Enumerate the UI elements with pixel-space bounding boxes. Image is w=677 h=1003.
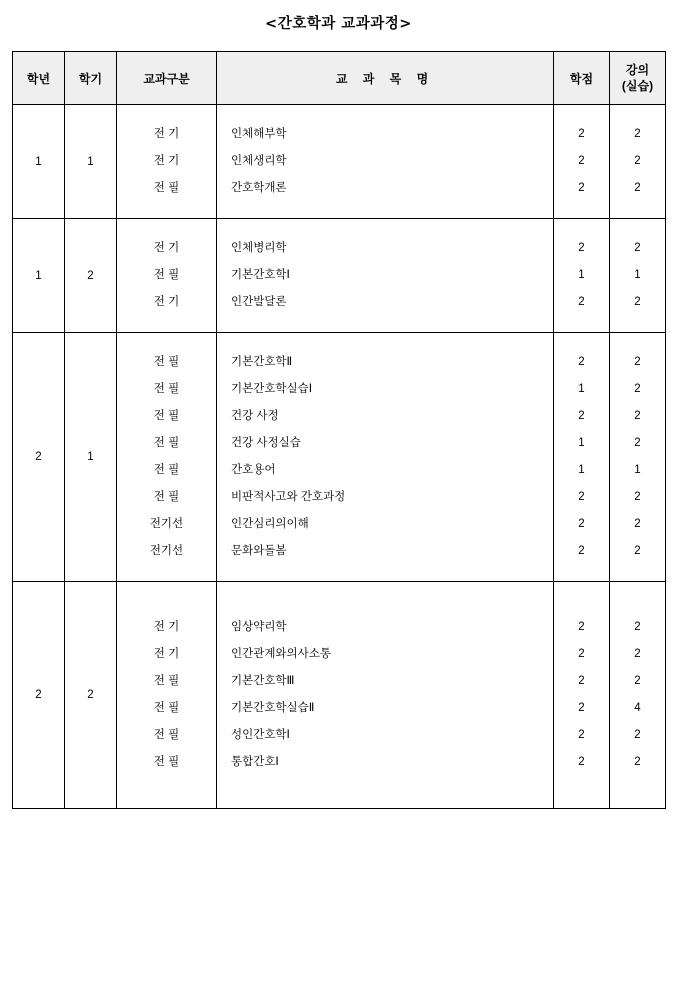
course-hours: 2 [634, 518, 641, 530]
course-category: 전기선 [149, 518, 184, 530]
course-subject: 통합간호Ⅰ [231, 756, 279, 768]
table-row [13, 582, 666, 809]
course-credit: 2 [578, 296, 585, 308]
course-subject: 간호용어 [231, 464, 276, 476]
course-category-cell [117, 582, 217, 809]
course-credit: 1 [578, 269, 585, 281]
course-subject-cell [217, 333, 554, 582]
course-hours: 2 [634, 383, 641, 395]
course-hours: 2 [634, 296, 641, 308]
course-subject: 인간관계와의사소통 [231, 648, 331, 660]
course-credit: 2 [578, 729, 585, 741]
course-hours: 2 [634, 756, 641, 768]
column-header-year: 학년 [13, 52, 65, 105]
course-credit: 2 [578, 621, 585, 633]
course-category: 전 기 [153, 128, 180, 140]
course-hours-cell [610, 105, 666, 219]
course-hours-cell [610, 582, 666, 809]
course-subject: 건강 사정실습 [231, 437, 301, 449]
table-row [13, 219, 666, 333]
cell-year: 2 [13, 582, 65, 809]
course-credit: 2 [578, 756, 585, 768]
course-hours: 4 [634, 702, 641, 714]
course-hours: 2 [634, 437, 641, 449]
course-category: 전 기 [153, 296, 180, 308]
curriculum-table [12, 51, 666, 809]
course-hours: 2 [634, 729, 641, 741]
course-subject: 간호학개론 [231, 182, 287, 194]
course-category: 전 필 [153, 729, 180, 741]
course-credit: 1 [578, 464, 585, 476]
course-category: 전 필 [153, 675, 180, 687]
table-row [13, 333, 666, 582]
course-credit: 2 [578, 356, 585, 368]
course-subject: 기본간호학Ⅲ [231, 675, 295, 687]
course-category: 전 필 [153, 182, 180, 194]
course-subject: 문화와돌봄 [231, 545, 287, 557]
course-subject-cell [217, 582, 554, 809]
course-credit: 1 [578, 437, 585, 449]
cell-term: 2 [65, 219, 117, 333]
course-hours: 2 [634, 182, 641, 194]
course-credit: 2 [578, 702, 585, 714]
course-credit: 2 [578, 155, 585, 167]
column-header-hours-line2: (실습) [621, 79, 654, 93]
cell-term: 2 [65, 582, 117, 809]
column-header-hours [610, 52, 666, 105]
course-category: 전 필 [153, 410, 180, 422]
course-credit: 2 [578, 128, 585, 140]
course-hours: 2 [634, 675, 641, 687]
document-page [0, 12, 677, 1003]
course-credit: 2 [578, 242, 585, 254]
course-subject: 기본간호학Ⅱ [231, 356, 293, 368]
course-hours: 2 [634, 155, 641, 167]
cell-year: 1 [13, 219, 65, 333]
course-hours: 2 [634, 356, 641, 368]
course-credit-cell [554, 582, 610, 809]
course-category-cell [117, 105, 217, 219]
course-hours: 2 [634, 410, 641, 422]
course-hours: 2 [634, 648, 641, 660]
course-credit: 2 [578, 182, 585, 194]
cell-year: 1 [13, 105, 65, 219]
course-subject: 기본간호학실습Ⅱ [231, 702, 315, 714]
course-category: 전 필 [153, 464, 180, 476]
table-body [13, 105, 666, 809]
table-row [13, 105, 666, 219]
course-subject: 임상약리학 [231, 621, 287, 633]
course-subject: 기본간호학Ⅰ [231, 269, 290, 281]
course-hours: 1 [634, 464, 641, 476]
course-subject-cell [217, 105, 554, 219]
course-category: 전 기 [153, 155, 180, 167]
course-hours: 2 [634, 242, 641, 254]
course-hours-cell [610, 219, 666, 333]
course-category: 전 필 [153, 269, 180, 281]
course-category: 전 기 [153, 621, 180, 633]
course-subject: 기본간호학실습Ⅰ [231, 383, 313, 395]
course-category: 전 기 [153, 242, 180, 254]
course-category-cell [117, 333, 217, 582]
course-credit: 2 [578, 491, 585, 503]
course-category: 전 필 [153, 383, 180, 395]
course-subject-cell [217, 219, 554, 333]
course-category-cell [117, 219, 217, 333]
column-header-category: 교과구분 [117, 52, 217, 105]
course-credit: 2 [578, 648, 585, 660]
course-hours: 2 [634, 545, 641, 557]
course-hours: 1 [634, 269, 641, 281]
course-subject: 인체병리학 [231, 242, 287, 254]
table-header-row [13, 52, 666, 105]
course-subject: 성인간호학Ⅰ [231, 729, 290, 741]
course-credit: 2 [578, 545, 585, 557]
column-header-credit: 학점 [554, 52, 610, 105]
cell-term: 1 [65, 105, 117, 219]
table-header [13, 52, 666, 105]
course-category: 전 필 [153, 756, 180, 768]
cell-term: 1 [65, 333, 117, 582]
course-subject: 건강 사정 [231, 410, 279, 422]
course-subject: 인간심리의이해 [231, 518, 309, 530]
course-credit-cell [554, 219, 610, 333]
course-subject: 비판적사고와 간호과정 [231, 491, 346, 503]
course-hours: 2 [634, 491, 641, 503]
course-credit: 1 [578, 383, 585, 395]
course-subject: 인체생리학 [231, 155, 287, 167]
course-credit-cell [554, 333, 610, 582]
course-subject: 인간발달론 [231, 296, 287, 308]
course-hours: 2 [634, 621, 641, 633]
course-category: 전기선 [149, 545, 184, 557]
course-hours: 2 [634, 128, 641, 140]
cell-year: 2 [13, 333, 65, 582]
column-header-subject: 교 과 목 명 [217, 52, 554, 105]
course-category: 전 필 [153, 356, 180, 368]
course-category: 전 기 [153, 648, 180, 660]
course-category: 전 필 [153, 491, 180, 503]
page-title: <간호학과 교과과정> [265, 16, 412, 32]
column-header-term: 학기 [65, 52, 117, 105]
column-header-hours-line1: 강의 [625, 62, 650, 77]
course-credit: 2 [578, 410, 585, 422]
course-credit: 2 [578, 518, 585, 530]
course-category: 전 필 [153, 702, 180, 714]
course-category: 전 필 [153, 437, 180, 449]
course-hours-cell [610, 333, 666, 582]
course-credit: 2 [578, 675, 585, 687]
course-credit-cell [554, 105, 610, 219]
course-subject: 인체해부학 [231, 128, 287, 140]
